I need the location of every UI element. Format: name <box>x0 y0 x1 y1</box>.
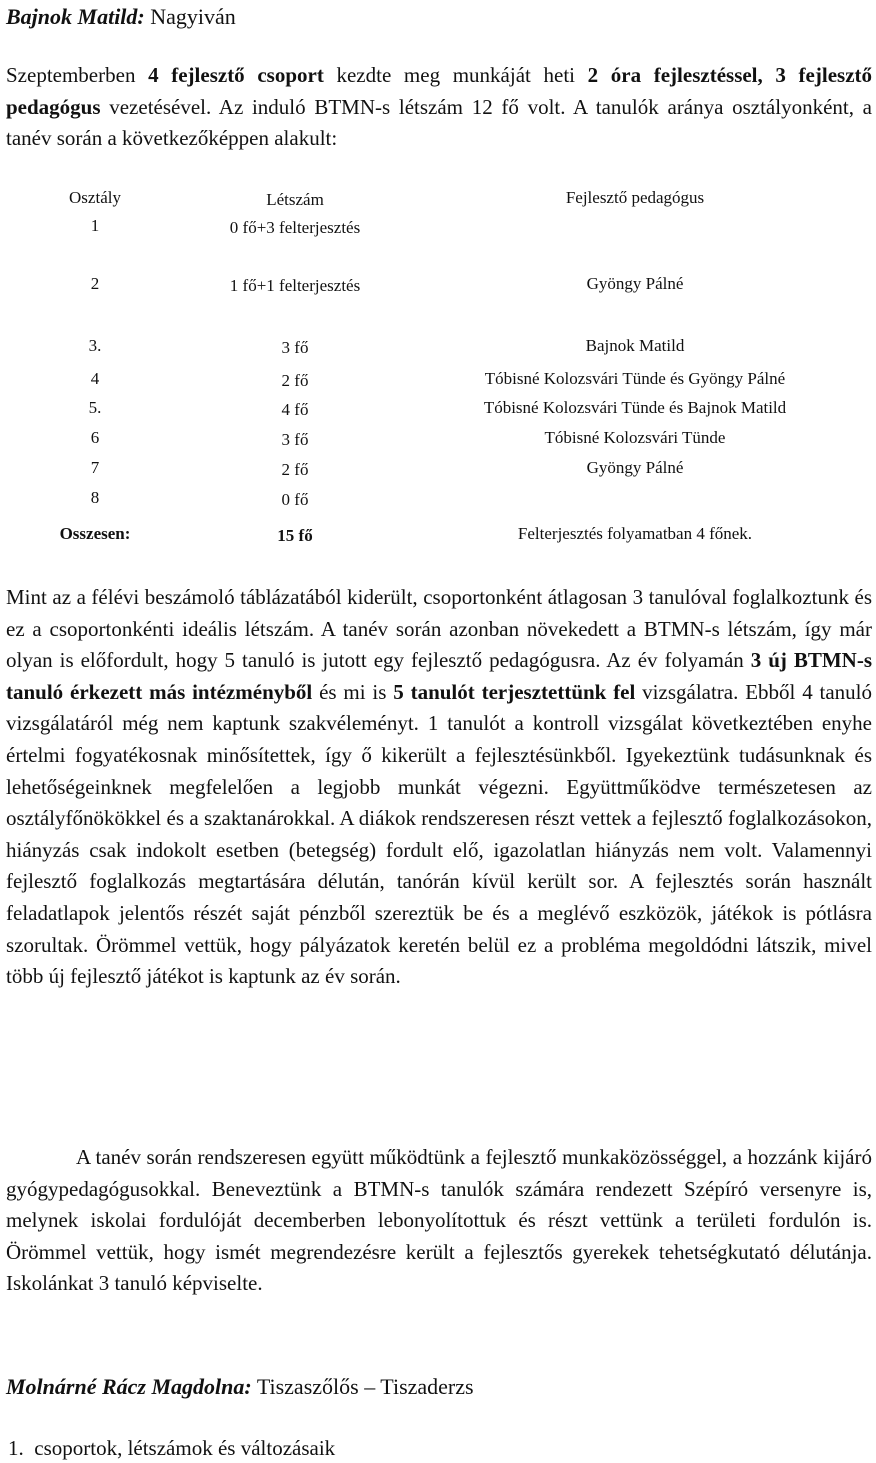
school-place: Nagyiván <box>144 4 236 29</box>
intro-paragraph <box>6 60 872 155</box>
cell-pedagogus: Bajnok Matild <box>585 336 685 355</box>
cell-pedagogus: Tóbisné Kolozsvári Tünde és Gyöngy Pálné <box>484 369 786 388</box>
cell-osztaly: 2 <box>90 274 100 293</box>
header-osztaly: Osztály <box>69 188 121 207</box>
total-pedagogus: Felterjesztés folyamatban 4 főnek. <box>517 524 753 543</box>
author-name: Molnárné Rácz Magdolna: <box>6 1374 252 1399</box>
list-item <box>8 1433 335 1463</box>
summary-text: vizsgálatra. Ebből 4 tanuló vizsgálatáról még nem kaptunk szakvéleményt. 1 tanulót a kontroll vizsgálat következtében enyhe értelmi fogyatékosnak minősítettek, így ő kikerült a fejlesztésünkből. Igyekeztünk tudásunknak és lehetőségeinknek megfelelően a legjobb munkát végezni. Együttműködve természetesen az osztályfőnökökkel és a szaktanárokkal. A diákok rendszeresen részt vettek a fejlesztő foglalkozásokon, hiányzás csak indokolt esetben (betegség) fordult elő, igazolatlan hiányzás nem volt. Valamennyi fejlesztő foglalkozás megtartására délután, tanórán kívül került sor. A fejlesztés során használt feladatlapok jelentős részét saját pénzből szereztük be és a meglévő eszközök, játékok is pótlásra szorultak. Örömmel vettük, hogy pályázatok keretén belül ez a probléma megoldódni látszik, mivel több új fejlesztő játékot is kaptunk az év során. <box>6 679 873 989</box>
school-place: Tiszaszőlős – Tiszaderzs <box>251 1374 474 1399</box>
cell-osztaly: 7 <box>90 458 100 477</box>
cell-letszam: 2 fő <box>281 371 309 390</box>
cell-osztaly: 6 <box>90 428 100 447</box>
summary-bold-new-students: 3 új BTMN-s tanuló érkezett más intézményből <box>6 648 873 704</box>
cell-pedagogus: Gyöngy Pálné <box>586 274 684 293</box>
cell-osztaly: 4 <box>90 369 100 388</box>
table-total-row <box>0 524 876 554</box>
table-row <box>0 336 876 366</box>
intro-text: vezetésével. Az induló BTMN-s létszám 12 fő volt. A tanulók aránya osztályonként, a tanév során a következőképpen alakult: <box>6 94 872 151</box>
cell-letszam: 1 fő+1 felterjesztés <box>229 276 361 295</box>
cell-osztaly: 3. <box>88 336 102 355</box>
cell-letszam: 0 fő <box>281 490 309 509</box>
cell-pedagogus: Tóbisné Kolozsvári Tünde és Bajnok Matild <box>483 398 787 417</box>
summary-bold-referred: 5 tanulót terjesztettünk fel <box>393 679 636 704</box>
total-label: Osszesen: <box>59 524 131 543</box>
summary-text: és mi is <box>312 679 394 704</box>
cell-letszam: 2 fő <box>281 460 309 479</box>
intro-bold-groups: 4 fejlesztő csoport <box>148 63 324 87</box>
section-heading-bajnok <box>6 2 236 32</box>
cell-letszam: 4 fő <box>281 400 309 419</box>
header-pedagogus: Fejlesztő pedagógus <box>565 188 705 207</box>
cooperation-paragraph: A tanév során rendszeresen együtt működtünk a fejlesztő munkaközösséggel, a hozzánk kijáró gyógypedagógusokkal. Beneveztünk a BTMN-s tanulók számára rendezett Szépíró versenyre is, melynek iskolai fordulóját decemberben lebonyolítottuk és részt vettünk a területi fordulón is. Örömmel vettük, hogy ismét megrendezésre került a fejlesztős gyerekek tehetségkutató délutánja. Iskolánkat 3 tanuló képviselte. <box>6 1145 872 1296</box>
section-heading-molnarne <box>6 1372 474 1402</box>
list-text: csoportok, létszámok és változásaik <box>34 1436 336 1460</box>
intro-text: Szeptemberben <box>6 63 149 87</box>
summary-text: Mint az a félévi beszámoló táblázatából kiderült, csoportonként átlagosan 3 tanulóval foglalkoztunk és ez a csoportonkénti ideális létszám. A tanév során azonban növekedett a BTMN-s létszám, így már olyan is előfordult, hogy 5 tanuló is jutott egy fejlesztő pedagógusra. Az év folyamán <box>6 585 872 673</box>
cell-letszam: 3 fő <box>281 430 309 449</box>
intro-text: kezdte meg munkáját heti <box>323 63 588 87</box>
header-letszam: Létszám <box>266 190 324 209</box>
table-row <box>0 369 876 399</box>
table-row <box>0 216 876 268</box>
cell-osztaly: 5. <box>88 398 102 417</box>
intro-bold-hours: 2 óra fejlesztéssel, 3 fejlesztő pedagógus <box>6 63 873 119</box>
summary-paragraph <box>6 582 872 993</box>
cell-pedagogus: Gyöngy Pálné <box>586 458 684 477</box>
table-row <box>0 458 876 488</box>
cell-osztaly: 8 <box>90 488 100 507</box>
table-row <box>0 428 876 458</box>
author-name: Bajnok Matild: <box>6 4 145 29</box>
table-row <box>0 398 876 428</box>
table-header-row <box>0 188 876 218</box>
cell-letszam: 3 fő <box>281 338 309 357</box>
table-row <box>0 488 876 518</box>
class-table <box>0 188 876 558</box>
cell-letszam: 0 fő+3 felterjesztés <box>229 218 361 237</box>
cell-pedagogus: Tóbisné Kolozsvári Tünde <box>544 428 726 447</box>
total-letszam: 15 fő <box>277 526 313 545</box>
list-number: 1. <box>8 1436 24 1460</box>
table-row <box>0 274 876 326</box>
cell-osztaly: 1 <box>90 216 100 235</box>
